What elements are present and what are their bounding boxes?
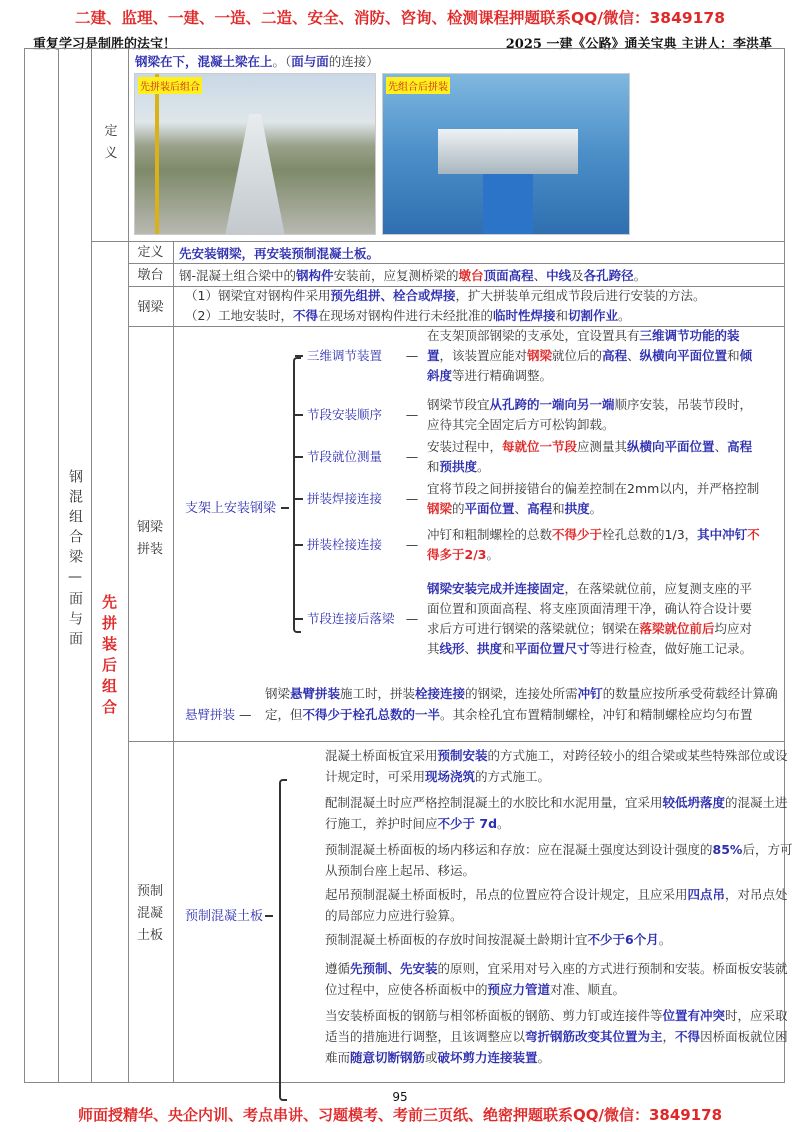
text-segment: 起吊预制混凝土桥面板时，吊点的位置应符合设计规定，且应采用 [325,887,688,902]
text-segment: 的钢梁，连接处所需 [465,686,578,701]
row-label-steel: 钢梁 [137,300,164,315]
text-segment: ，对吊点处的局部应力应进行验算。 [325,887,788,923]
text-segment: 线形 [439,641,465,656]
text-segment: 安装预制混凝土板 [266,246,367,261]
tree-node [295,569,762,669]
text-segment: 在现场对钢构件进行未经批准的 [317,308,493,323]
text-segment: 、 [464,641,478,656]
text-segment: 拱度 [477,641,503,656]
text-segment: 。 [618,308,631,323]
text-segment: 及 [571,268,584,283]
precast-item [325,958,795,1000]
text-segment: 钢梁安装完成并连接固定 [427,581,565,596]
text-segment: 均应对其 [427,621,753,656]
text-segment: 。 [633,268,647,283]
text-segment: 钢梁在下，混凝土梁在上 [135,54,273,69]
text-segment: 钢梁 [265,686,291,701]
text-segment: 就位后的 [552,348,603,363]
text-segment: 施工时，拼装 [340,686,416,701]
text-segment: 从孔跨的一端向另一端 [489,397,615,412]
header-title: 2025 一建《公路》通关宝典 主讲人：李洪革 [505,37,772,52]
text-segment: 随意切断钢筋 [350,1050,426,1065]
text-segment: 。 [658,932,672,947]
text-segment: 冲钉和粗制螺栓的总数 [427,527,553,542]
dash: — [405,449,419,464]
text-segment: 因桥面板就位困难而 [325,1029,788,1065]
bottom-banner: 师面授精华、央企内训、考点串讲、习题模考、考前三页纸、绝密押题联系QQ/微信：3849178 [77,1106,723,1124]
text-segment: 的数量应按所承受荷载经计算确定，但 [265,686,778,722]
photo-tag: 先拼装后组合 [138,77,202,94]
text-segment: 栓接连接 [415,686,466,701]
text-segment: 钢梁 [527,348,553,363]
divider [58,49,59,1082]
steel-line-2 [185,306,631,326]
text-segment: 。 [486,547,499,562]
pier-graphic [483,174,533,235]
text-segment: 应测量其 [577,439,628,454]
precast-item [325,929,795,950]
node-label: 节段安装顺序 [307,407,383,422]
header-motto: 重复学习是制胜的法宝！ [33,37,177,52]
text-segment: 不得多于2/3 [427,527,760,562]
text-segment: 临时性焊接 [493,308,556,323]
text-segment: 和 [727,348,740,363]
photo-assemble-first [134,73,376,235]
text-segment: 高程 [727,439,753,454]
text-segment: 。 [477,459,490,474]
top-definition-label: 定义 [104,124,118,161]
text-segment: 的方式施工。 [475,769,551,784]
dash: — [405,537,419,552]
text-segment: 不得 [292,308,318,323]
tree-connector [295,544,303,546]
node-label: 三维调节装置 [307,348,383,363]
divider [91,49,92,1082]
text-segment: 。 [589,501,603,516]
text-segment: 的连接） [328,54,379,69]
text-segment: 的混凝土进行施工，养护时间应 [325,795,788,831]
text-segment: 拱度 [564,501,590,516]
text-segment: 中线 [546,268,572,283]
text-segment: 墩台 [458,268,484,283]
text-segment: 较低坍落度 [662,795,726,810]
tree-connector [295,456,303,458]
tree-connector [295,355,303,357]
text-segment: 预应力管道 [487,982,551,997]
text-segment: 落梁就位前后 [639,621,715,636]
tree-connector [295,414,303,416]
text-segment: ， [662,1029,676,1044]
text-segment: 85% [712,842,743,857]
text-segment: 弯折钢筋改变其位置为主 [525,1029,663,1044]
text-segment: 顶面高程 [483,268,534,283]
precast-item [325,839,795,881]
text-segment: 先预制、先安装 [350,961,438,976]
text-segment: 预制混凝土桥面板的场内移运和存放：应在混凝土强度达到设计强度的 [325,842,713,857]
text-segment: 对准、顺直。 [550,982,626,997]
page-number: 95 [392,1090,408,1104]
top-banner: 二建、监理、一建、一造、二造、安全、消防、咨询、检测课程押题联系QQ/微信：3849178 [74,9,725,27]
text-segment: 预制混凝土桥面板的存放时间按混凝土龄期计宜 [325,932,588,947]
text-segment: 高程 [602,348,628,363]
node-text [427,525,762,565]
text-segment: 钢构件 [296,268,334,283]
text-segment: 和 [555,308,569,323]
text-segment: 、 [533,268,547,283]
divider [128,49,129,1082]
text-segment: 栓孔总数的1/3， [602,527,698,542]
text-segment: 其中冲钉 [697,527,748,542]
text-segment: 钢梁节段宜 [427,397,490,412]
text-segment: 各孔跨径 [583,268,634,283]
text-segment: 当安装桥面板的钢筋与相邻桥面板的钢筋、剪力钉或连接件等 [325,1008,663,1023]
text-segment: 倾斜度 [427,348,753,383]
node-text [427,579,762,659]
text-segment: 遵循 [325,961,351,976]
text-segment: 不少于 7d [437,816,498,831]
photo-tag: 先组合后拼装 [386,77,450,94]
text-segment: 三维调节功能的装置 [427,328,740,363]
node-text [427,326,762,386]
photo-combine-first [382,73,630,235]
top-intro [135,51,379,72]
text-segment: 破坏剪力连接装置 [437,1050,538,1065]
text-segment: 先安装钢梁 [179,246,242,261]
text-segment: ，扩大拼装单元组成节段后进行安装的方法。 [455,288,706,303]
text-segment: 、 [714,439,728,454]
row-label-precast: 预制混凝土板 [136,884,163,943]
text-segment: 。其余栓孔宜布置精制螺栓，冲钉和精制螺栓应均匀布置 [440,707,753,722]
node-label: 拼装栓接连接 [307,537,383,552]
text-segment: 混凝土桥面板宜采用 [325,748,438,763]
precast-item [325,884,795,926]
tree-node [295,437,762,477]
text-segment: 的方式施工，对跨径较小的组合梁或某些特殊部位或设计规定时，可采用 [325,748,788,784]
tree-connector [295,618,303,620]
text-segment: 后，方可从预制台座上起吊、移运。 [325,842,793,878]
tree-node [295,525,762,565]
dash: — [405,348,419,363]
text-segment: 配制混凝土时应严格控制混凝土的水胶比和水泥用量，宜采用 [325,795,663,810]
tree-connector [281,507,289,509]
text-segment: 钢-混凝土组合梁中的 [179,268,297,283]
text-segment: 在支架顶部钢梁的支承处，宜设置具有 [427,328,640,343]
node-text [427,395,762,435]
text-segment: 面与面 [291,54,329,69]
text-segment: 宜将节段之间拼接错台的偏差控制在2mm以内，并严格控制 [427,481,760,496]
pier-text [179,265,646,286]
text-segment: 预制安装 [437,748,488,763]
tree-node [295,325,762,387]
text-segment: 。 [537,1050,551,1065]
text-segment: 安装过程中， [427,439,503,454]
text-segment: 现场浇筑 [425,769,476,784]
node-label: 拼装焊接连接 [307,491,383,506]
text-segment: 预先组拼、栓合或焊接 [330,288,456,303]
tree-bracket [279,779,287,1101]
text-segment: 和 [552,501,565,516]
divider [128,741,784,742]
sub-topic-text: 先拼装后组合 [100,594,118,720]
text-segment: 不得少于 [552,527,603,542]
text-segment: 悬臂拼装 [290,686,341,701]
text-segment: 冲钉 [577,686,603,701]
precast-item [325,1005,795,1068]
text-segment: 。 [366,246,380,261]
divider [91,241,784,242]
text-segment: （1）钢梁宜对钢构件采用 [185,288,331,303]
cantilever-text [265,683,780,725]
text-segment: 、 [627,348,640,363]
text-segment: 每就位一节段 [502,439,578,454]
definition-text [179,243,379,264]
main-topic [65,469,85,651]
text-segment: 时，应采取适当的措施进行调整，且该调整应以 [325,1008,788,1044]
text-segment: 或 [425,1050,438,1065]
text-segment: ，该装置应能对 [439,348,528,363]
row-label-definition: 定义 [137,245,164,260]
text-segment: 不少于6个月 [587,932,659,947]
cantilever-label: 悬臂拼装 — [185,707,252,722]
text-segment: 预拱度 [439,459,478,474]
sub-topic [99,594,120,720]
text-segment: 纵横向平面位置 [639,348,728,363]
dash: — [405,491,419,506]
node-text [427,479,762,519]
text-segment: ，在落梁就位前，应复测支座的平面位置和顶面高程、将支座顶面清理干净，确认符合设计要求后方可进行钢梁的落梁就位；钢梁在 [427,581,753,636]
text-segment: 钢梁 [427,501,453,516]
content-table [24,48,793,1083]
text-segment: 平面位置 [464,501,515,516]
text-segment: 等进行检查，做好施工记录。 [589,641,753,656]
tree-root-support: 支架上安装钢梁 [185,501,277,516]
text-segment: 和 [502,641,515,656]
tree-connector [295,498,303,500]
text-segment: 不得 [675,1029,701,1044]
dash: — [405,407,419,422]
text-segment: 等进行精确调整。 [452,368,553,383]
text-segment: ，再 [241,246,267,261]
main-topic-text: 钢混组合梁—面与面 [67,469,83,651]
node-label: 节段就位测量 [307,449,383,464]
text-segment: 和 [427,459,440,474]
precast-item [325,792,795,834]
text-segment: （2）工地安装时， [185,308,293,323]
text-segment: 的原则，宜采用对号入座的方式进行预制和安装。桥面板安装就位过程中，应使各桥面板中的 [325,961,788,997]
text-segment: 切割作业 [568,308,619,323]
dash: — [405,611,419,626]
row-label-pier: 墩台 [137,268,164,283]
tree-node [295,479,762,519]
text-segment: 的 [452,501,465,516]
cantilever-title: 悬臂拼装 [185,707,236,722]
text-segment: 高程 [527,501,553,516]
precast-item [325,745,795,787]
node-label: 节段连接后落梁 [307,611,395,626]
text-segment: 纵横向平面位置 [627,439,715,454]
text-segment: 安装前，应复测桥梁的 [333,268,459,283]
bridge-deck-graphic [225,114,285,235]
text-segment: 位置有冲突 [662,1008,726,1023]
crane-graphic [155,74,159,234]
text-segment: 。（ [272,54,292,69]
text-segment: 四点吊 [687,887,726,902]
tree-connector [265,915,273,917]
divider [173,241,174,1082]
deck-segment-graphic [438,129,578,174]
node-text [427,437,762,477]
text-segment: 顺序安装，吊装节段时，应待其完全固定后方可松钩卸载。 [427,397,753,432]
text-segment: 不得少于栓孔总数的一半 [302,707,441,722]
text-segment: 。 [497,816,510,831]
tree-node [295,395,762,435]
text-segment: 平面位置尺寸 [514,641,590,656]
steel-line-1 [185,286,706,306]
row-label-assembly: 钢梁拼装 [136,520,163,557]
tree-root-precast: 预制混凝土板 [185,909,264,924]
text-segment: 、 [514,501,528,516]
